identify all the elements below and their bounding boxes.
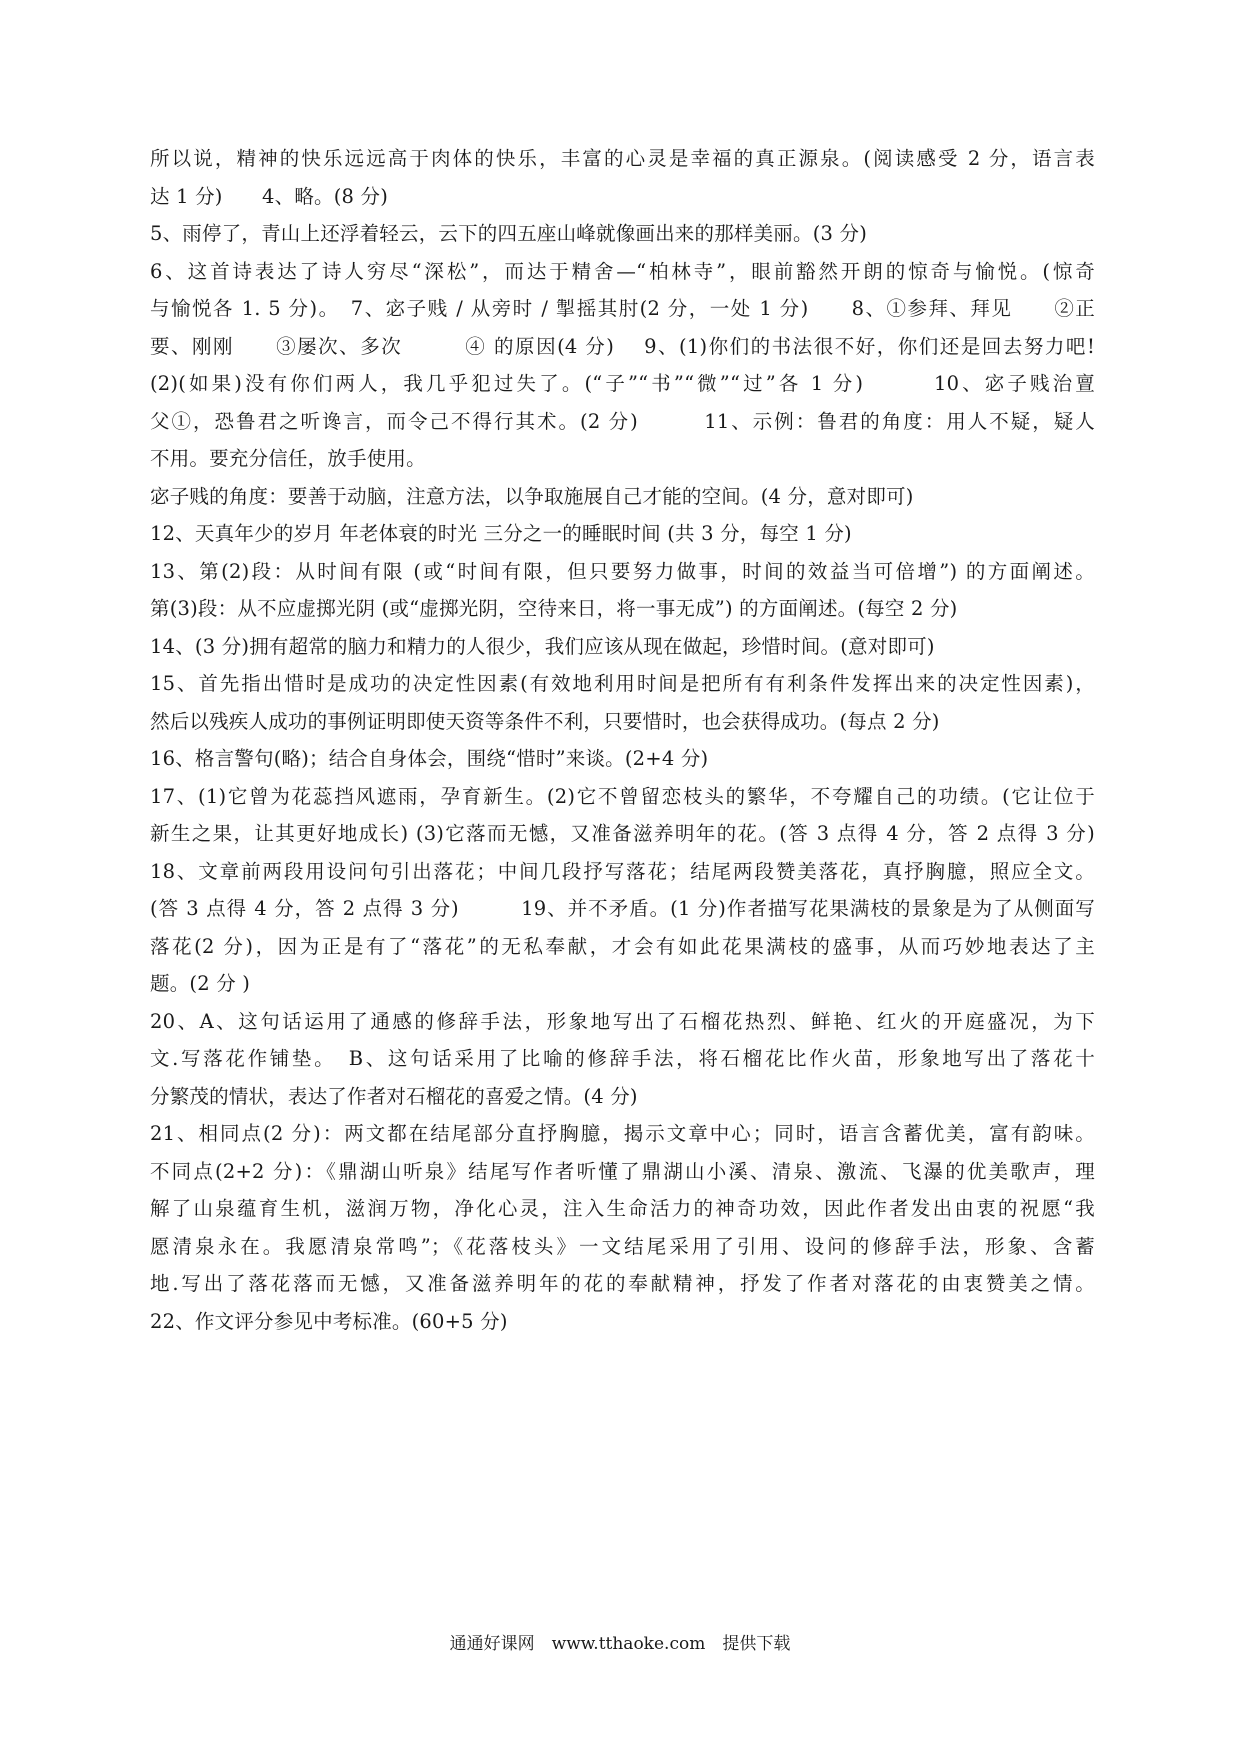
text-line: 不用。要充分信任，放手使用。 — [150, 447, 426, 470]
text-line: 要、刚刚 ③屡次、多次 ④ 的原因(4 分) 9、(1)你们的书法很不好，你们还是回去努力吧! — [150, 334, 1095, 358]
text-line: 不同点(2+2 分)：《鼎湖山听泉》结尾写作者听懂了鼎湖山小溪、清泉、激流、飞瀑的优美歌声，理 — [150, 1159, 1095, 1183]
text-line: 父①，恐鲁君之听谗言，而令己不得行其术。(2 分) 11、示例：鲁君的角度：用人不疑，疑人 — [150, 409, 1095, 433]
text-line: 愿清泉永在。我愿清泉常鸣”；《花落枝头》一文结尾采用了引用、设问的修辞手法，形象、含蓄 — [150, 1234, 1095, 1258]
text-line: 与愉悦各 1. 5 分)。 7、宓子贱 / 从旁时 / 掣摇其肘(2 分，一处 1 分) 8、①参拜、拜见 ②正 — [150, 297, 1095, 320]
text-line: 16、格言警句(略)；结合自身体会，围绕“惜时”来谈。(2+4 分) — [150, 747, 709, 770]
text-line: 落花(2 分)，因为正是有了“落花”的无私奉献，才会有如此花果满枝的盛事，从而巧妙地表达了主 — [150, 934, 1095, 958]
text-line: (2)(如果)没有你们两人，我几乎犯过失了。(“子”“书”“微”“过”各 1 分) 10、宓子贱治亶 — [150, 372, 1095, 395]
text-line: 所以说，精神的快乐远远高于肉体的快乐，丰富的心灵是幸福的真正源泉。(阅读感受 2 分，语言表 — [150, 147, 1095, 170]
text-line: 文.写落花作铺垫。 B、这句话采用了比喻的修辞手法，将石榴花比作火苗，形象地写出了落花十 — [150, 1047, 1095, 1070]
text-line: 22、作文评分参见中考标准。(60+5 分) — [150, 1309, 508, 1333]
text-line: 解了山泉蕴育生机，滋润万物，净化心灵，注入生命活力的神奇功效，因此作者发出由衷的祝愿“我 — [150, 1197, 1095, 1220]
text-line: 宓子贱的角度：要善于动脑，注意方法，以争取施展自己才能的空间。(4 分，意对即可) — [150, 484, 914, 508]
text-line: 21、相同点(2 分)：两文都在结尾部分直抒胸臆，揭示文章中心；同时，语言含蓄优美，富有韵味。 — [150, 1122, 1095, 1145]
page-footer: 通通好课网 www.tthaoke.com 提供下载 — [449, 1634, 791, 1654]
text-line: 18、文章前两段用设问句引出落花；中间几段抒写落花；结尾两段赞美落花，真抒胸臆，照应全文。 — [150, 859, 1095, 883]
text-line: 20、A、这句话运用了通感的修辞手法，形象地写出了石榴花热烈、鲜艳、红火的开庭盛况，为下 — [150, 1009, 1095, 1033]
text-line: 15、首先指出惜时是成功的决定性因素(有效地利用时间是把所有有利条件发挥出来的决定性因素)， — [150, 672, 1095, 695]
text-line: 达 1 分) 4、略。(8 分) — [150, 184, 389, 208]
text-line: 12、天真年少的岁月 年老体衰的时光 三分之一的睡眠时间 (共 3 分，每空 1 分) — [150, 522, 852, 545]
text-line: 14、(3 分)拥有超常的脑力和精力的人很少，我们应该从现在做起，珍惜时间。(意对即可) — [150, 634, 935, 658]
text-line: 17、(1)它曾为花蕊挡风遮雨，孕育新生。(2)它不曾留恋枝头的繁华，不夸耀自己的功绩。(它让位于 — [150, 784, 1095, 808]
text-line: 5、雨停了，青山上还浮着轻云，云下的四五座山峰就像画出来的那样美丽。(3 分) — [150, 222, 868, 245]
text-line: 分繁茂的情状，表达了作者对石榴花的喜爱之情。(4 分) — [150, 1084, 638, 1108]
text-line: 新生之果，让其更好地成长) (3)它落而无憾，又准备滋养明年的花。(答 3 点得 4 分，答 2 点得 3 分) — [150, 822, 1095, 845]
text-line: (答 3 点得 4 分，答 2 点得 3 分) 19、并不矛盾。(1 分)作者描写花果满枝的景象是为了从侧面写 — [150, 897, 1095, 920]
text-line: 地.写出了落花落而无憾，又准备滋养明年的花的奉献精神，抒发了作者对落花的由衷赞美之情。 — [150, 1272, 1095, 1295]
answer-key-text — [150, 140, 1095, 1340]
text-line: 6、这首诗表达了诗人穷尽“深松”，而达于精舍—“柏林寺”，眼前豁然开朗的惊奇与愉悦。(惊奇 — [150, 259, 1095, 283]
text-line: 13、第(2)段：从时间有限 (或“时间有限，但只要努力做事，时间的效益当可倍增”) 的方面阐述。 — [150, 559, 1095, 583]
text-line: 题。(2 分 ) — [150, 972, 251, 995]
text-line: 然后以残疾人成功的事例证明即使天资等条件不利，只要惜时，也会获得成功。(每点 2 分) — [150, 709, 940, 733]
text-line: 第(3)段：从不应虚掷光阴 (或“虚掷光阴，空待来日，将一事无成”) 的方面阐述。(每空 2 分) — [150, 597, 958, 620]
